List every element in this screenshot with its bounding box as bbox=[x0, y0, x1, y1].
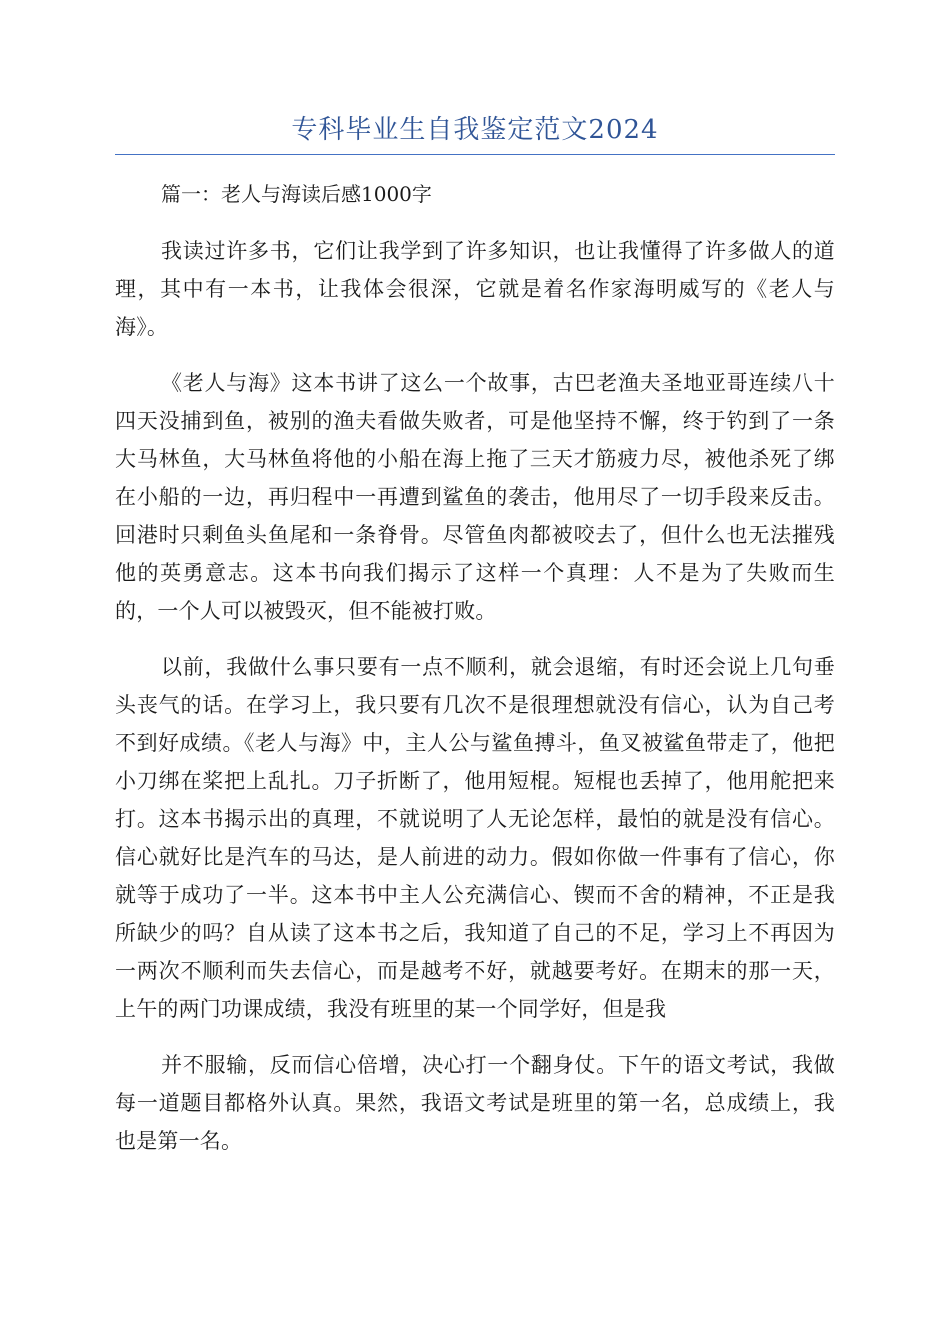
document-body bbox=[115, 174, 835, 1178]
paragraph-2: 《老人与海》这本书讲了这么一个故事，古巴老渔夫圣地亚哥连续八十四天没捕到鱼，被别的渔夫看做失败者，可是他坚持不懈，终于钓到了一条大马林鱼，大马林鱼将他的小船在海上拖了三天才筋疲力尽，被他杀死了绑在小船的一边，再归程中一再遭到鲨鱼的袭击，他用尽了一切手段来反击。回港时只剩鱼头鱼尾和一条脊骨。尽管鱼肉都被咬去了，但什么也无法摧残他的英勇意志。这本书向我们揭示了这样一个真理：人不是为了失败而生的，一个人可以被毁灭，但不能被打败。 bbox=[115, 371, 835, 623]
section-heading: 篇一：老人与海读后感1000字 bbox=[161, 182, 432, 206]
paragraph-4: 并不服输，反而信心倍增，决心打一个翻身仗。下午的语文考试，我做每一道题目都格外认真。果然，我语文考试是班里的第一名，总成绩上，我也是第一名。 bbox=[115, 1053, 835, 1153]
document-title: 专科毕业生自我鉴定范文2024 bbox=[291, 115, 659, 145]
paragraph-1: 我读过许多书，它们让我学到了许多知识，也让我懂得了许多做人的道理，其中有一本书，让我体会很深，它就是着名作家海明威写的《老人与海》。 bbox=[115, 239, 835, 339]
paragraph-3: 以前，我做什么事只要有一点不顺利，就会退缩，有时还会说上几句垂头丧气的话。在学习上，我只要有几次不是很理想就没有信心，认为自己考不到好成绩。《老人与海》中，主人公与鲨鱼搏斗，鱼叉被鲨鱼带走了，他把小刀绑在桨把上乱扎。刀子折断了，他用短棍。短棍也丢掉了，他用舵把来打。这本书揭示出的真理，不就说明了人无论怎样，最怕的就是没有信心。信心就好比是汽车的马达，是人前进的动力。假如你做一件事有了信心，你就等于成功了一半。这本书中主人公充满信心、锲而不舍的精神，不正是我所缺少的吗？自从读了这本书之后，我知道了自己的不足，学习上不再因为一两次不顺利而失去信心，而是越考不好，就越要考好。在期末的那一天，上午的两门功课成绩，我没有班里的某一个同学好，但是我 bbox=[115, 655, 835, 1021]
title-underline-divider bbox=[115, 154, 835, 155]
